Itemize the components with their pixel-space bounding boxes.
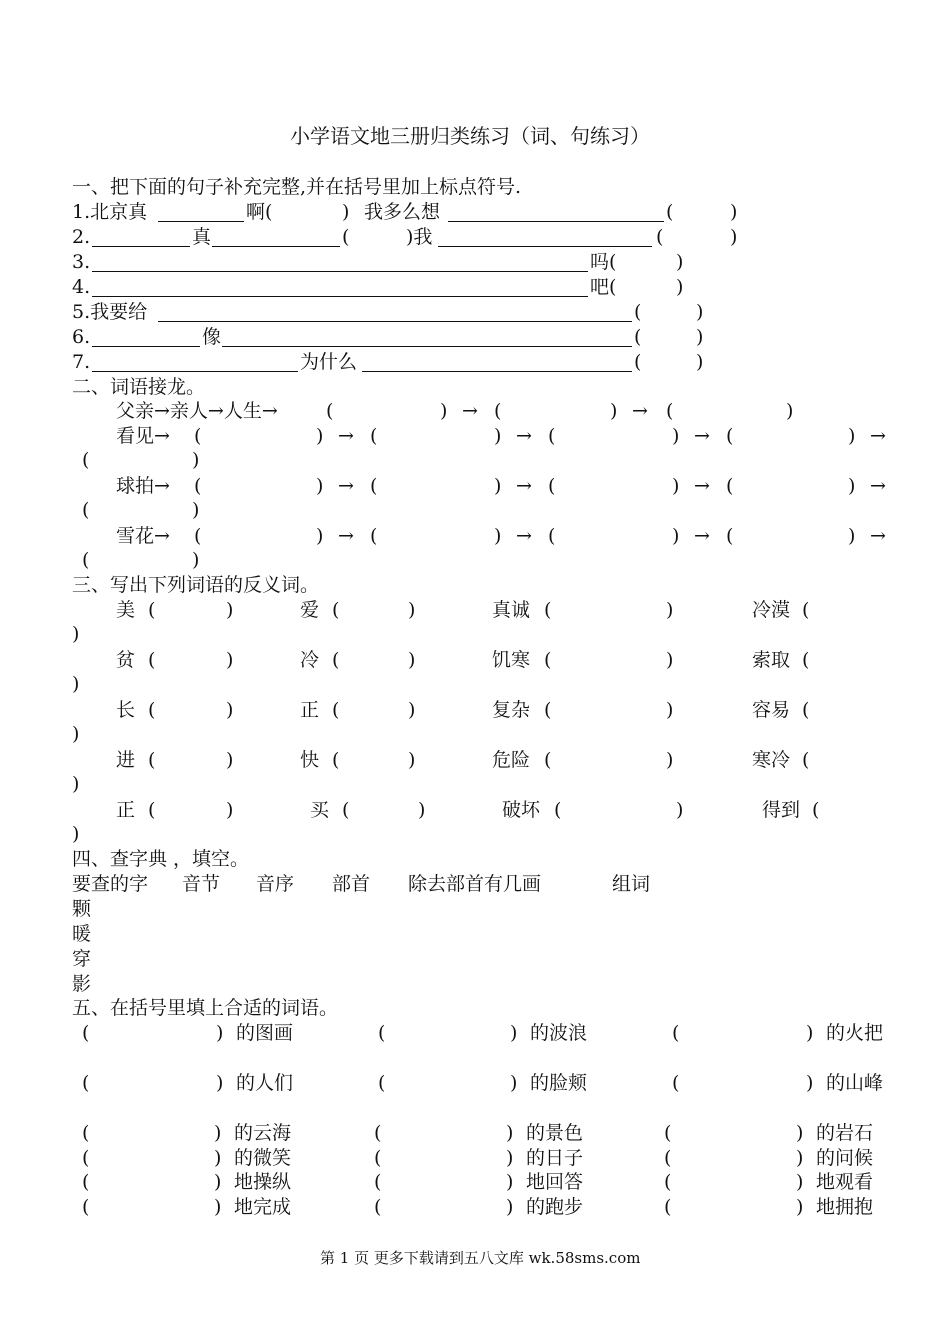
paren-open: ( bbox=[672, 1072, 680, 1094]
paren-open: ( bbox=[342, 799, 350, 821]
blank-line[interactable] bbox=[222, 346, 632, 347]
section-5-heading: 五、在括号里填上合适的词语。 bbox=[72, 997, 339, 1019]
paren-close: ) bbox=[506, 1196, 514, 1218]
paren-close: ) bbox=[216, 1072, 224, 1094]
lookup-char: 影 bbox=[72, 973, 92, 995]
paren-open: ( bbox=[326, 400, 334, 422]
sentence-5-start: 5.我要给 bbox=[72, 301, 148, 323]
paren-open: ( bbox=[332, 599, 340, 621]
paren-close: ) bbox=[796, 1147, 804, 1169]
paren-close: ) bbox=[214, 1171, 222, 1193]
blank-line[interactable] bbox=[362, 371, 632, 372]
fill-phrase: 地回答 bbox=[526, 1171, 584, 1193]
paren-close: ) bbox=[214, 1122, 222, 1144]
blank-line[interactable] bbox=[92, 371, 298, 372]
fill-phrase: 的跑步 bbox=[526, 1196, 584, 1218]
fill-phrase: 的图画 bbox=[236, 1022, 294, 1044]
sentence-2-start: 2. bbox=[72, 226, 91, 248]
paren-open: ( bbox=[634, 326, 642, 348]
paren-open: ( bbox=[726, 425, 734, 447]
blank-line[interactable] bbox=[438, 246, 652, 247]
paren-close: ) bbox=[408, 699, 416, 721]
fill-phrase: 的景色 bbox=[526, 1122, 584, 1144]
paren-open: ( bbox=[148, 649, 156, 671]
paren-open: ( bbox=[378, 1072, 386, 1094]
column-header: 音序 bbox=[256, 873, 295, 895]
paren-open: ( bbox=[548, 475, 556, 497]
paren-close: ) bbox=[806, 1072, 814, 1094]
paren-open: ( bbox=[548, 525, 556, 547]
paren-open: ( bbox=[544, 699, 552, 721]
paren-close: ) bbox=[72, 773, 80, 795]
antonym-word: 真诚 bbox=[492, 599, 531, 621]
sentence-1-mid: 啊( bbox=[246, 201, 273, 223]
antonym-word: 索取 bbox=[752, 649, 791, 671]
section-2-heading: 二、词语接龙。 bbox=[72, 376, 206, 398]
arrow-icon: → bbox=[516, 475, 532, 497]
chain-start: 父亲→亲人→人生→ bbox=[116, 400, 278, 422]
column-header: 要查的字 bbox=[72, 873, 149, 895]
paren-open: ( bbox=[666, 201, 674, 223]
paren-close: ) bbox=[506, 1147, 514, 1169]
paren-open: ( bbox=[82, 1072, 90, 1094]
paren-open: ( bbox=[374, 1147, 382, 1169]
paren-open: ( bbox=[664, 1196, 672, 1218]
paren-open: ( bbox=[374, 1122, 382, 1144]
paren-open: ( bbox=[374, 1196, 382, 1218]
column-header: 音节 bbox=[182, 873, 221, 895]
column-header: 除去部首有几画 bbox=[408, 873, 542, 895]
paren-close: ) bbox=[506, 1171, 514, 1193]
section-1-heading: 一、把下面的句子补充完整,并在括号里加上标点符号. bbox=[72, 176, 522, 198]
paren-open: ( bbox=[664, 1171, 672, 1193]
paren-close: ) bbox=[494, 475, 502, 497]
antonym-word: 冷 bbox=[300, 649, 320, 671]
sentence-6-start: 6. bbox=[72, 326, 91, 348]
antonym-word: 正 bbox=[300, 699, 320, 721]
antonym-word: 寒冷 bbox=[752, 749, 791, 771]
arrow-icon: → bbox=[870, 475, 886, 497]
paren-close: ) bbox=[494, 525, 502, 547]
paren-close: ) bbox=[796, 1196, 804, 1218]
paren-close: ) bbox=[192, 449, 200, 471]
arrow-icon: → bbox=[338, 425, 354, 447]
antonym-word: 正 bbox=[116, 799, 136, 821]
sentence-2-mid: 真 bbox=[192, 226, 212, 248]
paren-close: ) bbox=[666, 599, 674, 621]
fill-phrase: 的脸颊 bbox=[530, 1072, 588, 1094]
paren-open: ( bbox=[82, 1022, 90, 1044]
paren-close: ) bbox=[848, 525, 856, 547]
antonym-word: 危险 bbox=[492, 749, 531, 771]
paren-close: ) bbox=[408, 599, 416, 621]
paren-open: ( bbox=[82, 499, 90, 521]
paren-close: ) bbox=[696, 301, 704, 323]
paren-open: ( bbox=[812, 799, 820, 821]
paren-close: ) bbox=[672, 525, 680, 547]
paren-close: ) bbox=[672, 475, 680, 497]
fill-phrase: 的岩石 bbox=[816, 1122, 874, 1144]
page-title: 小学语文地三册归类练习（词、句练习） bbox=[290, 124, 650, 148]
arrow-icon: → bbox=[694, 425, 710, 447]
paren-open: ( bbox=[544, 649, 552, 671]
paren-close: ) bbox=[216, 1022, 224, 1044]
paren-open: ( bbox=[554, 799, 562, 821]
antonym-word: 美 bbox=[116, 599, 136, 621]
paren-open: ( bbox=[802, 649, 810, 671]
fill-phrase: 地完成 bbox=[234, 1196, 292, 1218]
paren-close: ) bbox=[696, 351, 704, 373]
paren-open: ( bbox=[374, 1171, 382, 1193]
paren-open: ( bbox=[378, 1022, 386, 1044]
fill-phrase: 的人们 bbox=[236, 1072, 294, 1094]
blank-line[interactable] bbox=[92, 246, 190, 247]
paren-close: ) bbox=[440, 400, 448, 422]
paren-close: ) bbox=[730, 201, 738, 223]
paren-close: ) bbox=[510, 1022, 518, 1044]
sentence-3-start: 3. bbox=[72, 251, 91, 273]
antonym-word: 破坏 bbox=[502, 799, 541, 821]
paren-open: ( bbox=[370, 475, 378, 497]
paren-close: ) bbox=[848, 475, 856, 497]
sentence-4-end: 吧( bbox=[590, 276, 617, 298]
blank-line[interactable] bbox=[92, 346, 200, 347]
paren-open: ( bbox=[802, 699, 810, 721]
paren-close: ) bbox=[494, 425, 502, 447]
paren-close: ) bbox=[666, 699, 674, 721]
arrow-icon: → bbox=[338, 475, 354, 497]
column-header: 组词 bbox=[612, 873, 651, 895]
paren-open: ( bbox=[370, 425, 378, 447]
paren-close: ) bbox=[226, 649, 234, 671]
antonym-word: 进 bbox=[116, 749, 136, 771]
paren-close: ) bbox=[672, 425, 680, 447]
paren-close: ) bbox=[506, 1122, 514, 1144]
paren-close: ) bbox=[72, 723, 80, 745]
sentence-6-mid: 像 bbox=[202, 326, 222, 348]
paren-close: ) bbox=[786, 400, 794, 422]
arrow-icon: → bbox=[694, 525, 710, 547]
arrow-icon: → bbox=[516, 425, 532, 447]
paren-close: ) bbox=[676, 251, 684, 273]
paren-open: ( bbox=[634, 301, 642, 323]
paren-close: ) bbox=[226, 749, 234, 771]
paren-open: ( bbox=[148, 599, 156, 621]
paren-open: ( bbox=[664, 1122, 672, 1144]
paren-open: ( bbox=[148, 699, 156, 721]
arrow-icon: → bbox=[462, 400, 478, 422]
paren-open: ( bbox=[802, 599, 810, 621]
fill-phrase: 的问候 bbox=[816, 1147, 874, 1169]
paren-open: ( bbox=[82, 1147, 90, 1169]
fill-phrase: 的云海 bbox=[234, 1122, 292, 1144]
page-footer: 第 1 页 更多下载请到五八文库 wk.58sms.com bbox=[320, 1249, 641, 1267]
paren-open: ( bbox=[664, 1147, 672, 1169]
sentence-2-text: )我 bbox=[406, 226, 433, 248]
lookup-char: 暖 bbox=[72, 923, 92, 945]
paren-close: ) bbox=[214, 1147, 222, 1169]
antonym-word: 容易 bbox=[752, 699, 791, 721]
arrow-icon: → bbox=[338, 525, 354, 547]
sentence-1-start: 1.北京真 bbox=[72, 201, 148, 223]
paren-open: ( bbox=[666, 400, 674, 422]
fill-phrase: 的日子 bbox=[526, 1147, 584, 1169]
paren-open: ( bbox=[194, 475, 202, 497]
column-header: 部首 bbox=[332, 873, 371, 895]
paren-close: ) bbox=[316, 425, 324, 447]
paren-open: ( bbox=[494, 400, 502, 422]
paren-close: ) bbox=[676, 799, 684, 821]
fill-phrase: 的微笑 bbox=[234, 1147, 292, 1169]
paren-close: ) bbox=[226, 599, 234, 621]
section-3-heading: 三、写出下列词语的反义词。 bbox=[72, 574, 320, 596]
fill-phrase: 地操纵 bbox=[234, 1171, 292, 1193]
paren-open: ( bbox=[342, 226, 350, 248]
antonym-word: 冷漠 bbox=[752, 599, 791, 621]
antonym-word: 得到 bbox=[762, 799, 801, 821]
sentence-4-start: 4. bbox=[72, 276, 91, 298]
blank-line[interactable] bbox=[92, 271, 588, 272]
antonym-word: 饥寒 bbox=[492, 649, 531, 671]
chain-start: 球拍→ bbox=[116, 475, 170, 497]
paren-close: ) bbox=[316, 475, 324, 497]
paren-close: ) bbox=[342, 201, 350, 223]
paren-close: ) bbox=[510, 1072, 518, 1094]
paren-open: ( bbox=[82, 549, 90, 571]
blank-line[interactable] bbox=[92, 296, 588, 297]
paren-close: ) bbox=[666, 749, 674, 771]
paren-open: ( bbox=[194, 425, 202, 447]
paren-close: ) bbox=[72, 823, 80, 845]
paren-close: ) bbox=[730, 226, 738, 248]
antonym-word: 买 bbox=[310, 799, 330, 821]
paren-close: ) bbox=[72, 623, 80, 645]
sentence-7-start: 7. bbox=[72, 351, 91, 373]
sentence-1-text: 我多么想 bbox=[364, 201, 441, 223]
antonym-word: 长 bbox=[116, 699, 136, 721]
blank-line[interactable] bbox=[158, 221, 244, 222]
paren-close: ) bbox=[408, 649, 416, 671]
paren-close: ) bbox=[214, 1196, 222, 1218]
paren-open: ( bbox=[370, 525, 378, 547]
antonym-word: 贫 bbox=[116, 649, 136, 671]
chain-start: 雪花→ bbox=[116, 525, 170, 547]
paren-close: ) bbox=[676, 276, 684, 298]
paren-open: ( bbox=[726, 525, 734, 547]
lookup-char: 颗 bbox=[72, 898, 92, 920]
paren-open: ( bbox=[332, 649, 340, 671]
paren-open: ( bbox=[82, 449, 90, 471]
blank-line[interactable] bbox=[212, 246, 340, 247]
paren-close: ) bbox=[610, 400, 618, 422]
paren-close: ) bbox=[806, 1022, 814, 1044]
lookup-char: 穿 bbox=[72, 948, 92, 970]
paren-open: ( bbox=[726, 475, 734, 497]
paren-close: ) bbox=[696, 326, 704, 348]
paren-close: ) bbox=[796, 1122, 804, 1144]
fill-phrase: 的火把 bbox=[826, 1022, 884, 1044]
paren-close: ) bbox=[192, 549, 200, 571]
paren-open: ( bbox=[544, 599, 552, 621]
paren-open: ( bbox=[332, 749, 340, 771]
arrow-icon: → bbox=[870, 525, 886, 547]
paren-open: ( bbox=[548, 425, 556, 447]
antonym-word: 复杂 bbox=[492, 699, 531, 721]
arrow-icon: → bbox=[516, 525, 532, 547]
chain-start: 看见→ bbox=[116, 425, 170, 447]
paren-open: ( bbox=[148, 799, 156, 821]
fill-phrase: 地观看 bbox=[816, 1171, 874, 1193]
fill-phrase: 的波浪 bbox=[530, 1022, 588, 1044]
section-4-heading: 四、查字典 ，填空。 bbox=[72, 848, 250, 870]
paren-open: ( bbox=[332, 699, 340, 721]
paren-close: ) bbox=[316, 525, 324, 547]
blank-line[interactable] bbox=[448, 221, 664, 222]
paren-close: ) bbox=[72, 673, 80, 695]
paren-open: ( bbox=[82, 1196, 90, 1218]
paren-close: ) bbox=[226, 799, 234, 821]
paren-open: ( bbox=[544, 749, 552, 771]
paren-open: ( bbox=[802, 749, 810, 771]
antonym-word: 爱 bbox=[300, 599, 320, 621]
fill-phrase: 的山峰 bbox=[826, 1072, 884, 1094]
paren-close: ) bbox=[796, 1171, 804, 1193]
arrow-icon: → bbox=[870, 425, 886, 447]
paren-open: ( bbox=[194, 525, 202, 547]
paren-close: ) bbox=[848, 425, 856, 447]
paren-close: ) bbox=[408, 749, 416, 771]
fill-phrase: 地拥抱 bbox=[816, 1196, 874, 1218]
paren-close: ) bbox=[192, 499, 200, 521]
blank-line[interactable] bbox=[158, 321, 632, 322]
arrow-icon: → bbox=[632, 400, 648, 422]
paren-open: ( bbox=[656, 226, 664, 248]
paren-open: ( bbox=[82, 1122, 90, 1144]
arrow-icon: → bbox=[694, 475, 710, 497]
paren-open: ( bbox=[148, 749, 156, 771]
paren-close: ) bbox=[226, 699, 234, 721]
paren-open: ( bbox=[634, 351, 642, 373]
paren-open: ( bbox=[82, 1171, 90, 1193]
paren-open: ( bbox=[672, 1022, 680, 1044]
paren-close: ) bbox=[418, 799, 426, 821]
sentence-3-end: 吗( bbox=[590, 251, 617, 273]
sentence-7-mid: 为什么 bbox=[300, 351, 358, 373]
paren-close: ) bbox=[666, 649, 674, 671]
antonym-word: 快 bbox=[300, 749, 320, 771]
